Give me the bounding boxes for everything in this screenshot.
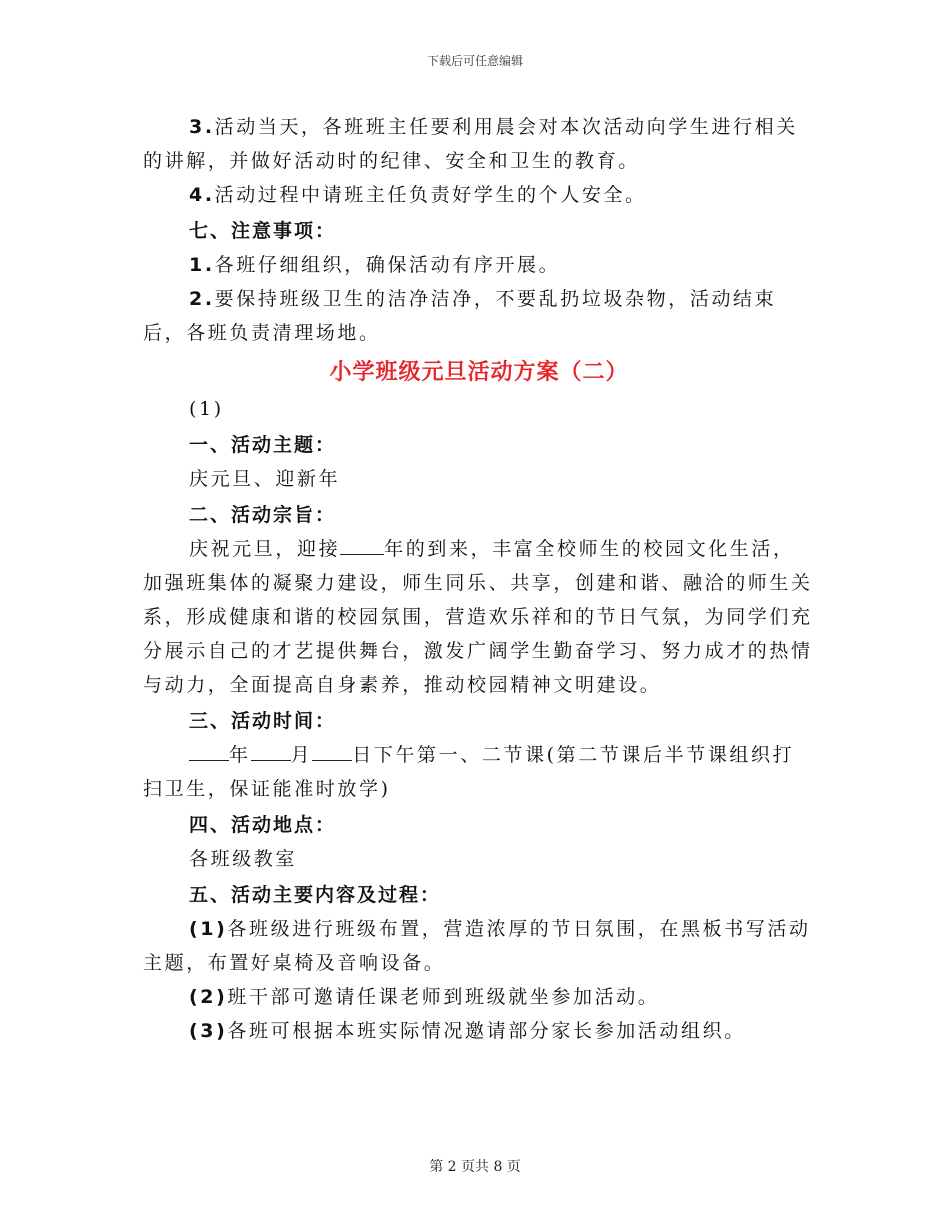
section-text-time bbox=[143, 738, 815, 806]
item-number: (3) bbox=[189, 1020, 228, 1042]
item-text: 各班可根据本班实际情况邀请部分家长参加活动组织。 bbox=[227, 1020, 746, 1042]
month-label: 月 bbox=[290, 744, 313, 766]
section-heading-purpose: 二、活动宗旨： bbox=[189, 504, 337, 526]
page-footer: 第 2 页共 8 页 bbox=[429, 1159, 521, 1175]
section-text-theme: 庆元旦、迎新年 bbox=[189, 468, 341, 490]
year-label: 年 bbox=[229, 744, 251, 766]
section-text-location: 各班级教室 bbox=[189, 848, 298, 870]
item-text: 各班级进行班级布置，营造浓厚的节日氛围，在黑板书写活动主题，布置好桌椅及音响设备。 bbox=[143, 918, 811, 974]
item-text: 活动过程中请班主任负责好学生的个人安全。 bbox=[214, 184, 647, 206]
item-number: 4. bbox=[189, 184, 215, 206]
section-text-purpose bbox=[143, 532, 815, 702]
day-blank bbox=[312, 742, 352, 761]
list-item bbox=[143, 1014, 815, 1048]
sub-index: (1) bbox=[189, 398, 224, 420]
year-blank bbox=[189, 742, 229, 761]
item-text: 活动当天，各班班主任要利用晨会对本次活动向学生进行相关的讲解，并做好活动时的纪律、安全和卫生的教育。 bbox=[143, 116, 798, 172]
list-item bbox=[143, 178, 815, 212]
item-number: (2) bbox=[189, 986, 228, 1008]
list-item bbox=[143, 282, 815, 350]
year-blank bbox=[340, 536, 384, 555]
page-header: 下载后可任意编辑 bbox=[426, 54, 523, 68]
purpose-text-rest: 年的到来，丰富全校师生的校园文化生活，加强班集体的凝聚力建设，师生同乐、共享，创建和谐、融洽的师生关系，形成健康和谐的校园氛围，营造欢乐祥和的节日气氛，为同学们充分展示自己的才艺提供舞台，激发广阔学生勤奋学习、努力成才的热情与动力，全面提高自身素养，推动校园精神文明建设。 bbox=[143, 538, 813, 696]
document-body bbox=[143, 110, 815, 1048]
day-text: 日下午第一、二节课(第二节课后半节课组织打扫卫生，保证能准时放学) bbox=[143, 744, 795, 800]
section-heading-notes: 七、注意事项： bbox=[189, 220, 337, 242]
section-heading-location: 四、活动地点： bbox=[189, 814, 337, 836]
item-number: 1. bbox=[189, 254, 215, 276]
list-item bbox=[143, 248, 815, 282]
item-text: 各班仔细组织，确保活动有序开展。 bbox=[214, 254, 561, 276]
document-title: 小学班级元旦活动方案（二） bbox=[329, 359, 629, 385]
purpose-text-start: 庆祝元旦，迎接 bbox=[189, 538, 341, 560]
list-item bbox=[143, 980, 815, 1014]
section-heading-theme: 一、活动主题： bbox=[189, 434, 337, 456]
item-text: 要保持班级卫生的洁净洁净，不要乱扔垃圾杂物，活动结束后，各班负责清理场地。 bbox=[143, 288, 777, 344]
item-number: (1) bbox=[189, 918, 228, 940]
item-number: 2. bbox=[189, 288, 215, 310]
list-item bbox=[143, 110, 815, 178]
item-text: 班干部可邀请任课老师到班级就坐参加活动。 bbox=[227, 986, 660, 1008]
item-number: 3. bbox=[189, 116, 215, 138]
month-blank bbox=[251, 742, 291, 761]
list-item bbox=[143, 912, 815, 980]
section-heading-process: 五、活动主要内容及过程： bbox=[189, 884, 442, 906]
section-heading-time: 三、活动时间： bbox=[189, 710, 337, 732]
